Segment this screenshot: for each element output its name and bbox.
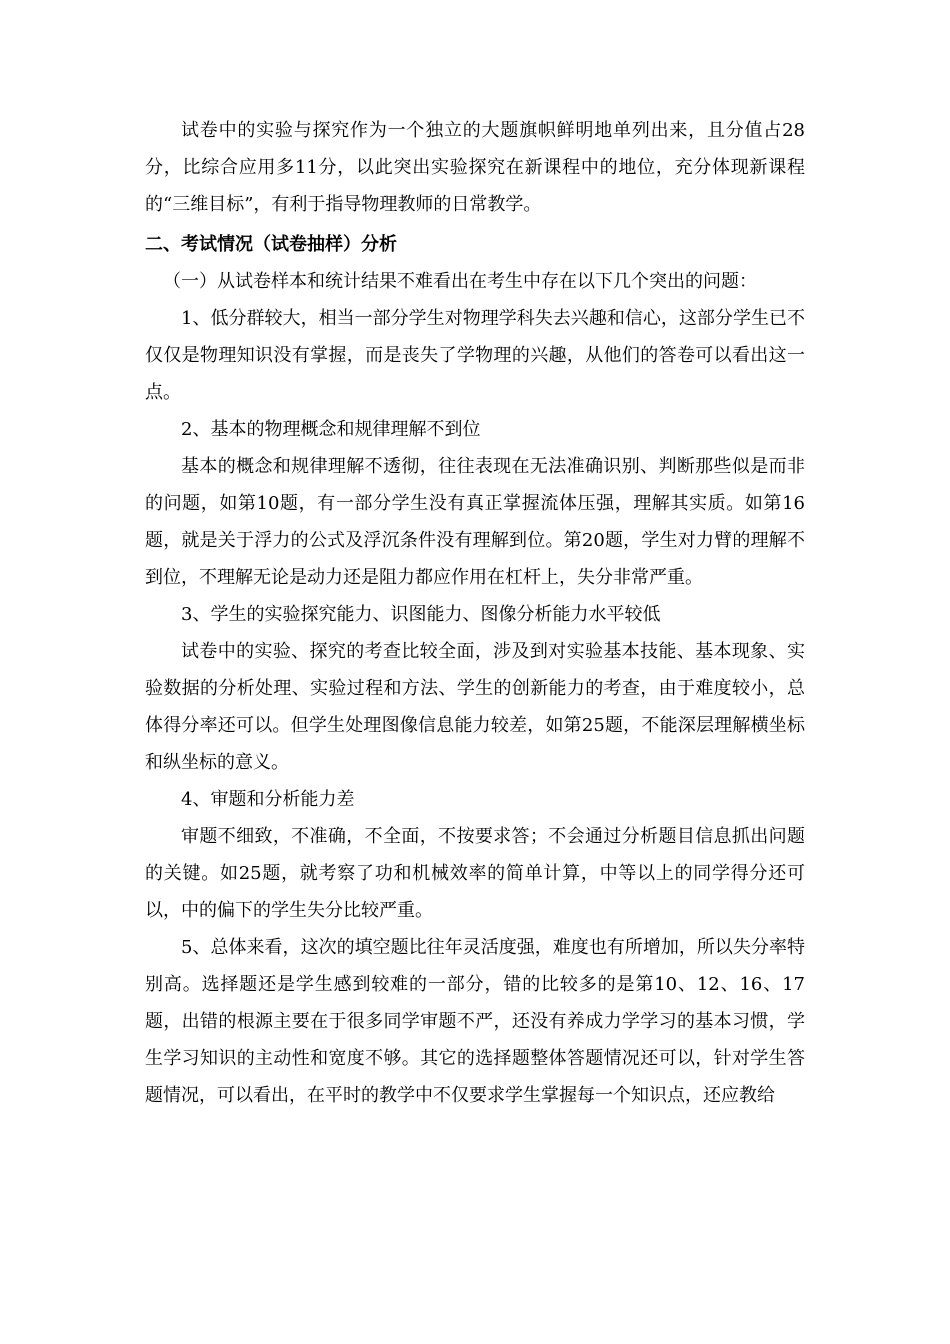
- subsection-heading-problems: （一）从试卷样本和统计结果不难看出在考生中存在以下几个突出的问题：: [163, 271, 757, 292]
- paragraph-point-1: 1、低分群较大，相当一部分学生对物理学科失去兴趣和信心，这部分学生已不仅仅是物理知识没有掌握，而是丧失了学物理的兴趣，从他们的答卷可以看出这一点。: [145, 308, 805, 403]
- paragraph-point-4-body: 审题不细致，不准确，不全面，不按要求答；不会通过分析题目信息抓出问题的关键。如25题，就考察了功和机械效率的简单计算，中等以上的同学得分还可以，中的偏下的学生失分比较严重。: [145, 826, 805, 921]
- paragraph-point-5: 5、总体来看，这次的填空题比往年灵活度强，难度也有所增加，所以失分率特别高。选择题还是学生感到较难的一部分，错的比较多的是第10、12、16、17题，出错的根源主要在于很多同学审题不严，还没有养成力学学习的基本习惯，学生学习知识的主动性和宽度不够。其它的选择题整体答题情况还可以，针对学生答题情况，可以看出，在平时的教学中不仅要求学生掌握每一个知识点，还应教给: [145, 937, 805, 1106]
- paragraph-point-3-body: 试卷中的实验、探究的考查比较全面，涉及到对实验基本技能、基本现象、实验数据的分析处理、实验过程和方法、学生的创新能力的考查，由于难度较小，总体得分率还可以。但学生处理图像信息能力较差，如第25题，不能深层理解横坐标和纵坐标的意义。: [145, 641, 805, 773]
- paragraph-point-3-title: 3、学生的实验探究能力、识图能力、图像分析能力水平较低: [181, 604, 661, 625]
- paragraph-point-2-body: 基本的概念和规律理解不透彻，往往表现在无法准确识别、判断那些似是而非的问题，如第10题，有一部分学生没有真正掌握流体压强，理解其实质。如第16题，就是关于浮力的公式及浮沉条件没有理解到位。第20题，学生对力臂的理解不到位，不理解无论是动力还是阻力都应作用在杠杆上，失分非常严重。: [145, 456, 805, 588]
- paragraph-experiment-intro: 试卷中的实验与探究作为一个独立的大题旗帜鲜明地单列出来，且分值占28分，比综合应用多11分，以此突出实验探究在新课程中的地位，充分体现新课程的“三维目标”，有利于指导物理教师的日常教学。: [145, 120, 805, 215]
- document-page: [145, 112, 805, 1114]
- paragraph-point-2-title: 2、基本的物理概念和规律理解不到位: [181, 419, 481, 440]
- paragraph-point-4-title: 4、审题和分析能力差: [181, 789, 355, 810]
- section-heading-exam-analysis: 二、考试情况（试卷抽样）分析: [145, 234, 397, 255]
